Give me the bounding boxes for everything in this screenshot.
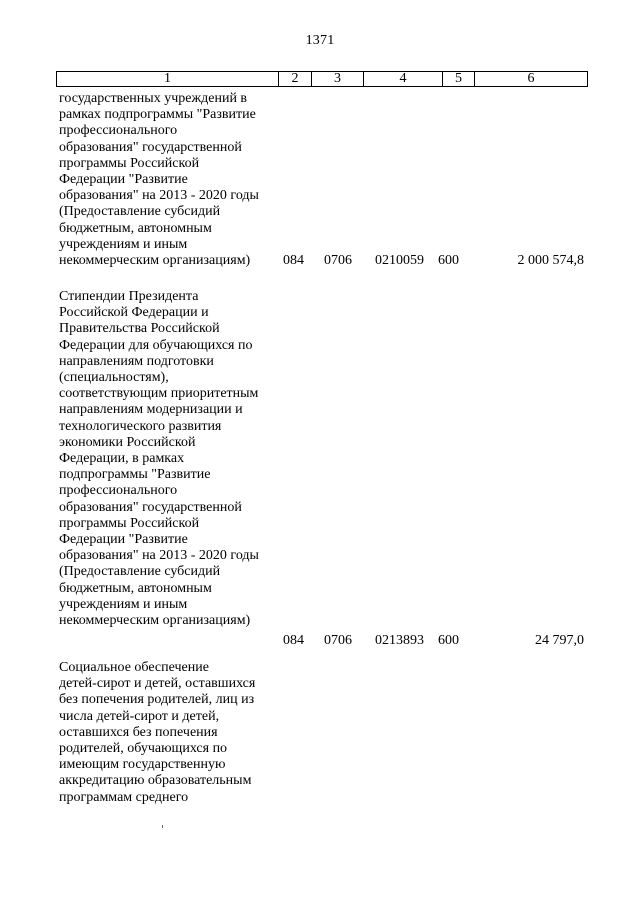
table-header — [56, 71, 588, 87]
page-number: 1371 — [305, 33, 335, 48]
text-line: детей-сирот и детей, оставшихся — [59, 676, 256, 692]
text-line: некоммерческим организациям) — [59, 613, 251, 629]
header-col-4: 4 — [363, 72, 442, 86]
header-col-6: 6 — [474, 72, 587, 86]
text-line: государственных учреждений в — [59, 91, 248, 106]
text-line: программы Российской — [59, 515, 200, 531]
target-article-code: 0213893 — [375, 633, 424, 648]
text-line: бюджетным, автономным — [59, 220, 212, 236]
text-line: родителей, обучающихся по — [59, 741, 228, 757]
text-line: аккредитацию образовательным — [59, 773, 252, 789]
text-line: без попечения родителей, лиц из — [59, 692, 255, 708]
text-line: образования" государственной — [59, 139, 242, 155]
text-line: экономики Российской — [59, 434, 196, 450]
text-line: Российской Федерации и — [59, 305, 209, 321]
text-line: учреждениям и иным — [59, 236, 188, 252]
text-line: Федерации "Развитие — [59, 172, 188, 188]
text-line: Стипендии Президента — [59, 289, 199, 304]
header-col-2: 2 — [278, 72, 311, 86]
text-line: имеющим государственную — [59, 757, 226, 773]
text-line: бюджетным, автономным — [59, 580, 212, 596]
section-code: 0706 — [324, 253, 352, 268]
text-line: Правительства Российской — [59, 321, 220, 337]
text-line: (Предоставление субсидий — [59, 204, 221, 220]
ministry-code: 084 — [283, 633, 304, 648]
text-line: технологического развития — [59, 418, 222, 434]
text-line: Социальное обеспечение — [59, 660, 209, 675]
text-line: Федерации "Развитие — [59, 532, 188, 548]
header-col-1: 1 — [164, 71, 171, 86]
text-line: образования" на 2013 - 2020 годы — [59, 188, 259, 204]
text-line: Федерации для обучающихся по — [59, 337, 253, 353]
text-line: числа детей-сирот и детей, — [59, 708, 220, 724]
row-description — [59, 91, 274, 269]
text-line: образования" на 2013 - 2020 годы — [59, 548, 259, 564]
text-line: Федерации, в рамках — [59, 451, 185, 467]
text-line: профессионального — [59, 123, 178, 139]
text-line: программам среднего — [59, 789, 189, 805]
text-line: соответствующим приоритетным — [59, 386, 259, 402]
amount-value: 2 000 574,8 — [517, 253, 584, 268]
section-code: 0706 — [324, 633, 352, 648]
header-col-5: 5 — [442, 72, 474, 86]
text-line: (Предоставление субсидий — [59, 564, 221, 580]
ministry-code: 084 — [283, 253, 304, 268]
text-line: оставшихся без попечения — [59, 724, 218, 740]
expense-type-code: 600 — [438, 633, 459, 648]
text-line: некоммерческим организациям) — [59, 253, 251, 269]
text-line: профессионального — [59, 483, 178, 499]
target-article-code: 0210059 — [375, 253, 424, 268]
expense-type-code: 600 — [438, 253, 459, 268]
scan-mark — [162, 825, 163, 828]
text-line: учреждениям и иным — [59, 596, 188, 612]
text-line: направлениям модернизации и — [59, 402, 243, 418]
row-description — [59, 289, 274, 629]
text-line: (специальностям), — [59, 370, 169, 386]
text-line: рамках подпрограммы "Развитие — [59, 107, 256, 123]
amount-value: 24 797,0 — [535, 633, 584, 648]
row-description — [59, 660, 274, 806]
text-line: подпрограммы "Развитие — [59, 467, 211, 483]
text-line: образования" государственной — [59, 499, 242, 515]
text-line: программы Российской — [59, 155, 200, 171]
header-col-3: 3 — [311, 72, 363, 86]
text-line: направлениям подготовки — [59, 353, 214, 369]
